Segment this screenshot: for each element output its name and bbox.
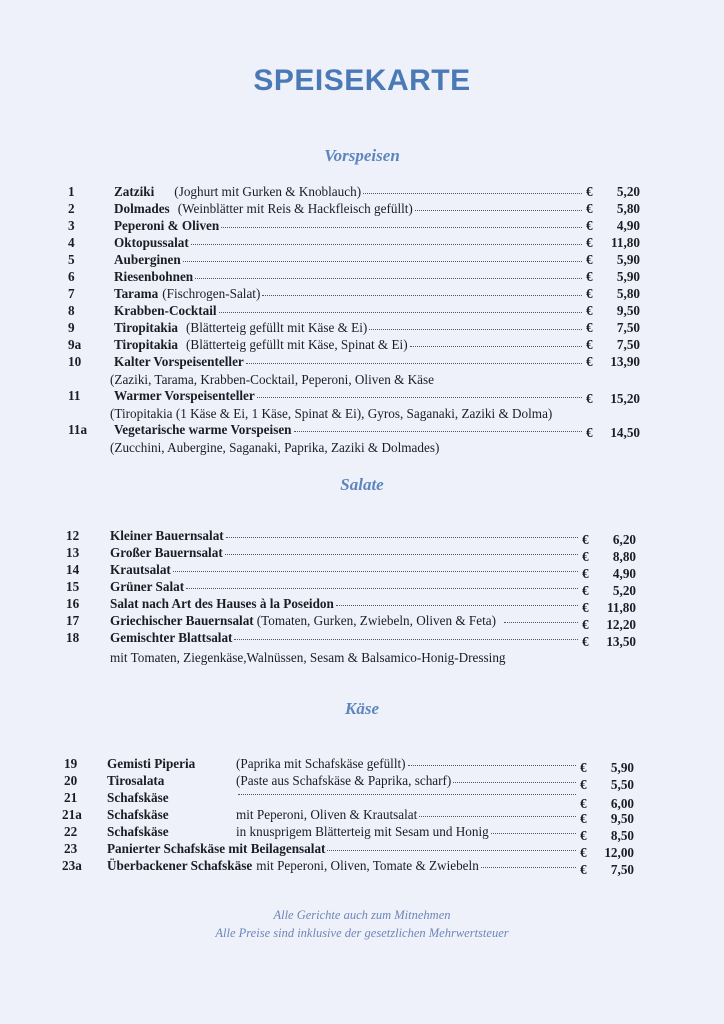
item-name: Tarama	[114, 286, 159, 301]
item-price: € 8,50	[580, 828, 634, 843]
item-price: € 5,80	[586, 201, 640, 216]
item-price: € 5,90	[586, 252, 640, 267]
item-number: 20	[64, 773, 78, 788]
menu-item	[0, 579, 724, 598]
footer-takeaway-note: Alle Gerichte auch zum Mitnehmen	[273, 908, 451, 922]
item-price: € 5,90	[586, 269, 640, 284]
item-number: 23	[64, 841, 78, 856]
item-price: € 9,50	[586, 303, 640, 318]
item-price: € 15,20	[586, 391, 640, 406]
menu-item	[0, 252, 724, 268]
item-description: (Paprika mit Schafskäse gefüllt)	[236, 756, 406, 771]
dot-leader	[219, 312, 582, 313]
menu-item	[0, 545, 724, 564]
menu-item	[0, 235, 724, 251]
section-title-salate: Salate	[340, 475, 384, 494]
item-description: (Blätterteig gefüllt mit Käse & Ei)	[186, 320, 368, 335]
item-description: (Joghurt mit Gurken & Knoblauch)	[174, 184, 362, 199]
item-name: Kleiner Bauernsalat	[110, 528, 224, 543]
dot-leader	[191, 244, 582, 245]
menu-item	[0, 630, 724, 649]
item-price: € 5,90	[580, 760, 634, 775]
dot-leader	[226, 537, 578, 538]
dot-leader	[238, 794, 576, 795]
menu-item	[0, 528, 724, 547]
item-price: € 14,50	[586, 425, 640, 440]
item-description: (Fischrogen-Salat)	[162, 286, 261, 301]
item-subdescription: (Tiropitakia (1 Käse & Ei, 1 Käse, Spinat & Ei), Gyros, Saganaki, Zaziki & Dolma)	[110, 406, 553, 421]
item-price: € 7,50	[586, 320, 640, 335]
item-price: € 5,50	[580, 777, 634, 792]
menu-item	[0, 303, 724, 319]
item-number: 11a	[68, 422, 88, 437]
dot-leader	[294, 431, 582, 432]
item-number: 12	[66, 528, 80, 543]
menu-item	[0, 388, 724, 404]
dot-leader	[481, 867, 576, 868]
item-name: Oktopussalat	[114, 235, 189, 250]
dot-leader	[419, 816, 576, 817]
footer-vat-note: Alle Preise sind inklusive der gesetzlichen Mehrwertsteuer	[215, 926, 509, 940]
item-number: 22	[64, 824, 78, 839]
item-name: Panierter Schafskäse mit Beilagensalat	[107, 841, 326, 856]
item-name: Großer Bauernsalat	[110, 545, 223, 560]
menu-item	[0, 756, 724, 775]
menu-item	[0, 269, 724, 285]
item-number: 15	[66, 579, 80, 594]
item-name: Dolmades	[114, 201, 170, 216]
page-title: SPEISEKARTE	[253, 64, 471, 97]
dot-leader	[327, 850, 576, 851]
item-price: € 7,50	[580, 862, 634, 877]
item-price: € 12,00	[580, 845, 634, 860]
item-name: Tirosalata	[107, 773, 165, 788]
item-name: Gemischter Blattsalat	[110, 630, 233, 645]
item-number: 23a	[62, 858, 82, 873]
item-price: € 11,80	[582, 600, 636, 615]
item-number: 9a	[68, 337, 82, 352]
item-price: € 5,20	[586, 184, 640, 199]
item-number: 7	[68, 286, 75, 301]
item-name: Peperoni & Oliven	[114, 218, 220, 233]
item-number: 5	[68, 252, 75, 267]
item-price: € 13,50	[582, 634, 636, 649]
dot-leader	[408, 765, 576, 766]
item-name: Tiropitakia	[114, 337, 179, 352]
menu-item	[0, 562, 724, 581]
dot-leader	[415, 210, 582, 211]
menu-item	[0, 354, 724, 370]
item-number: 10	[68, 354, 82, 369]
menu-item	[0, 184, 724, 200]
item-name: Auberginen	[114, 252, 181, 267]
dot-leader	[173, 571, 578, 572]
item-description: mit Peperoni, Oliven, Tomate & Zwiebeln	[256, 858, 479, 873]
dot-leader	[363, 193, 582, 194]
item-price: € 7,50	[586, 337, 640, 352]
item-name: Überbackener Schafskäse	[107, 858, 253, 873]
item-number: 11	[68, 388, 81, 403]
item-price: € 12,20	[582, 617, 636, 632]
dot-leader	[491, 833, 576, 834]
dot-leader	[183, 261, 582, 262]
item-name: Griechischer Bauernsalat	[110, 613, 254, 628]
item-number: 2	[68, 201, 75, 216]
dot-leader	[453, 782, 576, 783]
item-name: Grüner Salat	[110, 579, 185, 594]
item-subdescription: mit Tomaten, Ziegenkäse,Walnüssen, Sesam & Balsamico-Honig-Dressing	[110, 650, 506, 665]
dot-leader	[257, 397, 582, 398]
item-name: Krautsalat	[110, 562, 171, 577]
menu-item	[0, 824, 724, 843]
menu-item	[0, 807, 724, 826]
dot-leader	[195, 278, 582, 279]
item-subdescription: (Zaziki, Tarama, Krabben-Cocktail, Peperoni, Oliven & Käse	[110, 372, 435, 387]
section-title-kaese: Käse	[345, 699, 379, 718]
item-description: mit Peperoni, Oliven & Krautsalat	[236, 807, 418, 822]
menu-item	[0, 858, 724, 877]
item-price: € 9,50	[580, 811, 634, 826]
menu-item	[0, 773, 724, 792]
item-number: 19	[64, 756, 78, 771]
dot-leader	[410, 346, 582, 347]
item-number: 4	[68, 235, 75, 250]
menu-item	[0, 201, 724, 217]
item-price: € 4,90	[586, 218, 640, 233]
item-name: Schafskäse	[107, 790, 169, 805]
item-name: Krabben-Cocktail	[114, 303, 217, 318]
item-number: 17	[66, 613, 80, 628]
item-name: Riesenbohnen	[114, 269, 194, 284]
item-name: Tiropitakia	[114, 320, 179, 335]
item-price: € 6,00	[580, 796, 634, 811]
menu-item	[0, 218, 724, 234]
item-number: 18	[66, 630, 80, 645]
item-price: € 5,80	[586, 286, 640, 301]
item-number: 13	[66, 545, 80, 560]
item-name: Gemisti Piperia	[107, 756, 196, 771]
item-number: 8	[68, 303, 75, 318]
item-name: Kalter Vorspeisenteller	[114, 354, 244, 369]
item-description: in knusprigem Blätterteig mit Sesam und Honig	[236, 824, 489, 839]
dot-leader	[262, 295, 582, 296]
item-number: 1	[68, 184, 75, 199]
dot-leader	[186, 588, 578, 589]
dot-leader	[246, 363, 582, 364]
menu-item	[0, 422, 724, 438]
item-description: (Weinblätter mit Reis & Hackfleisch gefüllt)	[177, 201, 413, 216]
item-price: € 11,80	[586, 235, 640, 250]
item-price: € 6,20	[582, 532, 636, 547]
item-number: 16	[66, 596, 80, 611]
menu-item	[0, 841, 724, 860]
item-price: € 4,90	[582, 566, 636, 581]
menu-item	[0, 790, 724, 811]
item-price: € 8,80	[582, 549, 636, 564]
item-name: Vegetarische warme Vorspeisen	[114, 422, 292, 437]
menu-item	[0, 286, 724, 302]
item-number: 9	[68, 320, 75, 335]
item-name: Zatziki	[114, 184, 155, 199]
item-description: (Blätterteig gefüllt mit Käse, Spinat & Ei)	[186, 337, 408, 352]
menu-item	[0, 337, 724, 353]
menu-item	[0, 596, 724, 615]
item-name: Salat nach Art des Hauses à la Poseidon	[110, 596, 334, 611]
item-name: Schafskäse	[107, 824, 169, 839]
item-price: € 13,90	[586, 354, 640, 369]
item-name: Warmer Vorspeisenteller	[114, 388, 255, 403]
item-number: 6	[68, 269, 75, 284]
item-name: Schafskäse	[107, 807, 169, 822]
dot-leader	[369, 329, 582, 330]
menu-item	[0, 613, 724, 632]
dot-leader	[221, 227, 582, 228]
item-subdescription: (Zucchini, Aubergine, Saganaki, Paprika, Zaziki & Dolmades)	[110, 440, 440, 455]
dot-leader	[336, 605, 578, 606]
dot-leader	[234, 639, 578, 640]
item-number: 21	[64, 790, 78, 805]
dot-leader	[225, 554, 578, 555]
item-number: 21a	[62, 807, 82, 822]
item-description: (Paste aus Schafskäse & Paprika, scharf)	[236, 773, 452, 788]
item-description: (Tomaten, Gurken, Zwiebeln, Oliven & Feta)	[256, 613, 497, 628]
item-number: 3	[68, 218, 75, 233]
item-price: € 5,20	[582, 583, 636, 598]
dot-leader	[504, 622, 578, 623]
menu-item	[0, 320, 724, 336]
item-number: 14	[66, 562, 80, 577]
section-title-vorspeisen: Vorspeisen	[324, 146, 400, 165]
